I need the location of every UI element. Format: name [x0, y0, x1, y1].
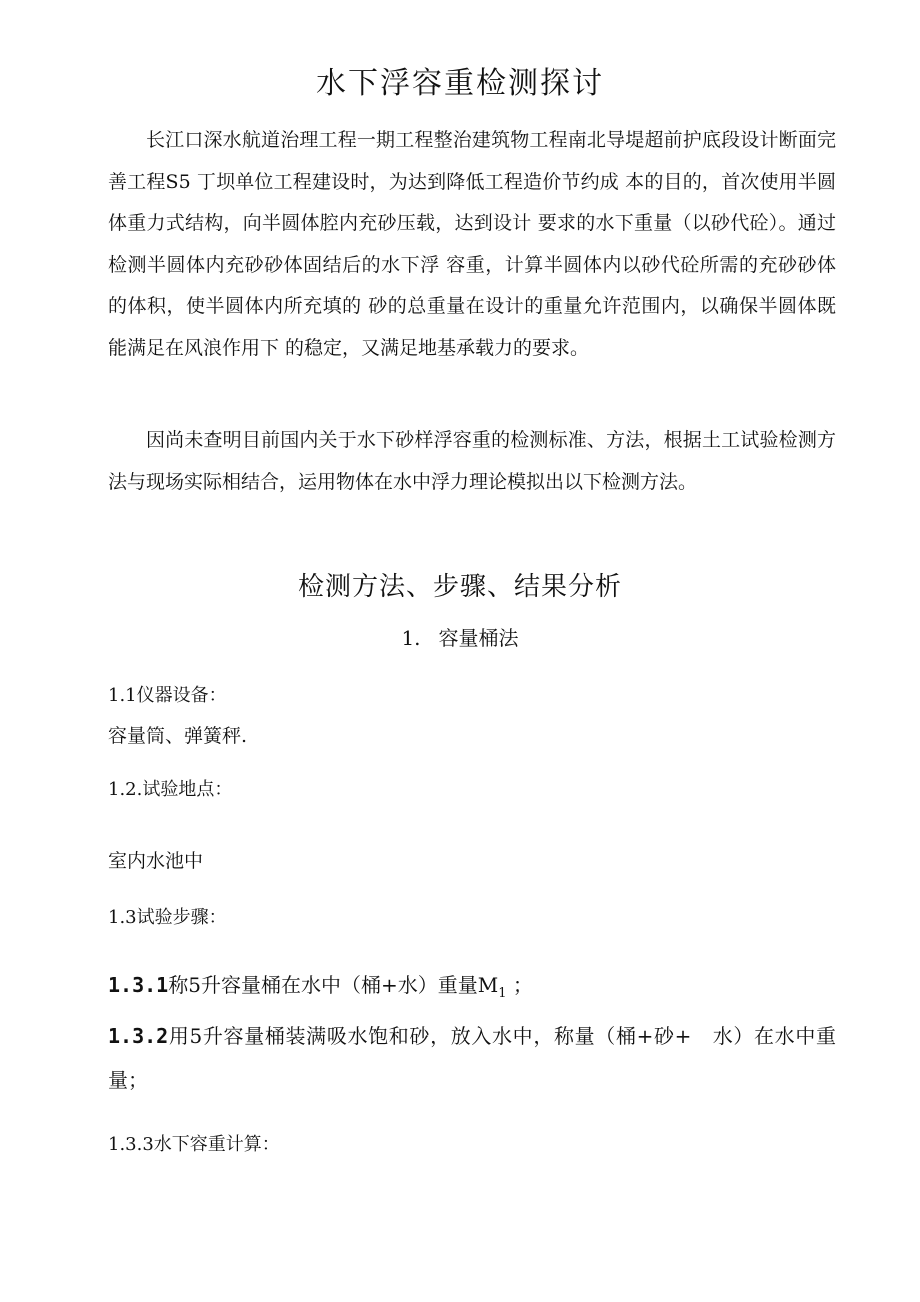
document-title: 水下浮容重检测探讨	[316, 66, 604, 101]
intro-paragraph-2: 因尚未查明目前国内关于水下砂样浮容重的检测标准、方法，根据土工试验检测方法与现场实际相结合，运用物体在水中浮力理论模拟出以下检测方法。	[108, 429, 836, 493]
location-value: 室内水池中	[108, 850, 204, 872]
step-1-subscript: 1	[498, 986, 507, 1001]
subsection-number: 1.	[401, 626, 421, 650]
location-label: 1.2.试验地点：	[108, 779, 233, 800]
section-heading: 检测方法、步骤、结果分析	[297, 572, 622, 602]
step-1	[108, 963, 836, 1016]
subsection-heading	[0, 622, 920, 651]
equipment-label: 1.1仪器设备：	[108, 685, 227, 706]
steps-label: 1.3试验步骤：	[108, 907, 227, 928]
calc-label: 1.3.3水下容重计算：	[108, 1134, 280, 1155]
step-1-number: 1.3.1	[108, 973, 169, 997]
subsection-title: 容量桶法	[438, 626, 519, 650]
step-1-tail: ；	[506, 973, 533, 997]
step-1-text: 称5升容量桶在水中（桶+水）重量M	[168, 973, 499, 997]
step-2-text: 用5升容量桶装满吸水饱和砂，放入水中，称量（桶+砂+ 水）在水中重量；	[108, 1024, 836, 1092]
intro-paragraph-1: 长江口深水航道治理工程一期工程整治建筑物工程南北导堤超前护底段设计断面完善工程S5 丁坝单位工程建设时，为达到降低工程造价节约成 本的目的，首次使用半圆体重力式结构，向半圆体腔内充砂压载，达到设计 要求的水下重量（以砂代砼）。通过检测半圆体内充砂砂体固结后的水下浮 容重，计算半圆体内以砂代砼所需的充砂砂体的体积，使半圆体内所充填的 砂的总重量在设计的重量允许范围内，以确保半圆体既能满足在风浪作用下 的稳定，又满足地基承载力的要求。	[108, 129, 836, 359]
step-2	[108, 1014, 836, 1102]
equipment-value: 容量筒、弹簧秤.	[108, 725, 248, 747]
step-2-number: 1.3.2	[108, 1024, 169, 1048]
